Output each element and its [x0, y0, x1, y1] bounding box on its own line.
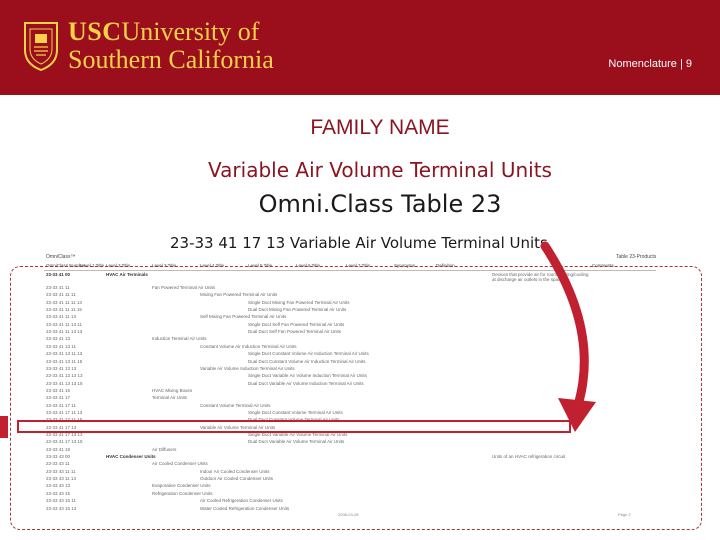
cell-title: Dual Duct Constant Volume Air Induction Terminal Air Units	[248, 358, 366, 364]
cell-title: Water Cooled Refrigeration Condenser Units	[200, 505, 290, 511]
cell-number: 23-33 41 15	[46, 387, 71, 393]
cell-title: Single Duct Variable Air Volume Terminal Air Units	[248, 432, 348, 437]
cell-number: 23-33 41 11 11 15	[46, 307, 82, 313]
cell-number: 23-33 43 15	[46, 490, 71, 496]
dashed-outline	[10, 266, 702, 530]
cell-title: Outdoor Air Cooled Condenser Units	[200, 476, 274, 482]
cell-title: Evaporative Condenser Units	[152, 483, 211, 489]
table-column-header: Level 5 Title	[248, 263, 273, 268]
table-title: Omni.Class Table 23	[258, 190, 502, 218]
cell-number: 23-33 41 13 11 15	[46, 358, 83, 364]
highlight-tab	[0, 416, 8, 438]
cell-number: 23-33 41 17 11	[46, 402, 76, 408]
cell-number: 23-33 41 13 11	[46, 343, 76, 349]
footer-page: Page 2	[618, 512, 631, 517]
cell-title: Single Duct Self Fan Powered Terminal Air Units	[248, 321, 345, 327]
logo-usc: USC	[68, 17, 122, 46]
cell-number: 23-33 43 13	[46, 483, 71, 489]
cell-title: HVAC Condenser Units	[106, 454, 156, 460]
cell-number: 23-33 41 13 13	[46, 365, 77, 371]
cell-title: Induction Terminal Air Units	[152, 336, 207, 342]
cell-title: Variable Air Volume Terminal Air Units	[200, 424, 276, 430]
cell-title: Fan Powered Terminal Air Units	[152, 285, 215, 290]
cell-title: Constant Volume Terminal Air Units	[200, 402, 271, 408]
cell-number: 23-33 43 00	[46, 454, 71, 460]
header-banner	[0, 0, 720, 95]
cell-title: Air Cooled Refrigeration Condenser Units	[200, 498, 283, 504]
cell-title: Air Cooled Condenser Units	[152, 461, 208, 467]
cell-title: Single Duct Variable Air Volume Induction Terminal Air Units	[248, 373, 367, 379]
cell-title: HVAC Mixing Boxes	[152, 387, 193, 393]
cell-number: 23-33 41 17 13	[46, 424, 77, 430]
table-column-header: OmniClass Number	[46, 263, 86, 268]
table-column-header: Level 1 Title	[80, 263, 105, 268]
subtitle: Variable Air Volume Terminal Units	[208, 158, 552, 182]
cell-title: Single Duct Mixing Fan Powered Terminal Air Units	[248, 299, 350, 305]
cell-title: Constant Volume Air Induction Terminal Air Units	[200, 343, 297, 349]
cell-title: Single Duct Constant Volume Air Induction Terminal Air Units	[248, 351, 369, 357]
cell-title: Indoor Air Cooled Condenser Units	[200, 468, 270, 474]
cell-number: 23-33 41 13 13 13	[46, 373, 83, 379]
table-column-header: Comments	[592, 263, 614, 268]
logo-southern-california: Southern California	[68, 45, 274, 74]
table-column-header: Level 2 Title	[106, 263, 131, 268]
page-label: Nomenclature | 9	[608, 58, 692, 70]
cell-number: 23-33 41 11 13 11	[46, 321, 82, 327]
cell-title: Air Diffusers	[152, 446, 177, 452]
cell-number: 23-33 41 17 11 13	[46, 409, 83, 415]
cell-title: Terminal Air Units	[152, 395, 188, 401]
table-column-header: Level 7 Title	[346, 263, 371, 268]
cell-number: 23-33 43 15 11	[46, 498, 76, 504]
cell-number: 23-33 41 17 13 15	[46, 439, 83, 445]
cell-number: 23-33 41 13 11 13	[46, 351, 83, 357]
cell-definition: Devices that provide air for room heating/cooling at discharge air outlets in the space	[492, 272, 589, 282]
cell-number: 23-33 41 11	[46, 285, 70, 290]
code-line: 23-33 41 17 13 Variable Air Volume Terminal Units	[170, 234, 548, 252]
cell-number: 23-33 41 11 11 13	[46, 299, 82, 305]
cell-title: Dual Duct Variable Air Volume Induction Terminal Air Units	[248, 380, 364, 386]
cell-number: 23-33 41 00	[46, 272, 71, 277]
table-column-header: Synonyms	[394, 263, 416, 268]
usc-logo	[22, 18, 274, 74]
cell-number: 23-33 41 17	[46, 395, 71, 401]
cell-number: 23-33 41 13	[46, 336, 71, 342]
cell-number: 23-33 43 11 13	[46, 476, 76, 482]
table-column-header: Level 3 Title	[152, 263, 177, 268]
cell-title: Dual Duct Constant Volume Terminal Air Units	[248, 417, 340, 423]
footer-date: 2006-03-28	[338, 512, 359, 517]
table-column-header: Level 6 Title	[296, 263, 321, 268]
cell-number: 23-33 41 11 13	[46, 314, 76, 320]
cell-number: 23-33 41 19	[46, 446, 71, 452]
cell-number: 23-33 43 15 13	[46, 505, 77, 511]
cell-number: 23-33 41 13 13 15	[46, 380, 83, 386]
cell-number: 23-33 41 11 11	[46, 292, 76, 298]
highlighted-row-outline	[17, 420, 571, 433]
cell-title: Dual Duct Variable Air Volume Terminal Air Units	[248, 439, 345, 445]
family-name-heading: FAMILY NAME	[310, 116, 450, 139]
table-column-header: Definition	[436, 263, 455, 268]
cell-number: 23-33 41 11 13 13	[46, 329, 83, 335]
cell-title: Self Mixing Fan Powered Terminal Air Units	[200, 314, 287, 320]
omniclass-label: OmniClass™	[46, 254, 76, 260]
table-right-label: Table 23-Products	[616, 254, 657, 260]
cell-title: Mixing Fan Powered Terminal Air Units	[200, 292, 278, 298]
cell-number: 23-33 43 11 11	[46, 468, 76, 474]
cell-title: Variable Air Volume Induction Terminal Air Units	[200, 365, 295, 371]
cell-number: 23-33 41 17 13 13	[46, 432, 83, 437]
cell-number: 23-33 41 17 11 15	[46, 417, 83, 423]
cell-title: Refrigeration Condenser Units	[152, 490, 213, 496]
cell-title: HVAC Air Terminals	[106, 272, 148, 277]
table-column-header: Level 4 Title	[200, 263, 225, 268]
cell-title: Dual Duct Mixing Fan Powered Terminal Air Units	[248, 307, 347, 313]
cell-definition: Units of an HVAC refrigeration circuit	[492, 454, 566, 460]
logo-university: University of	[121, 17, 260, 46]
cell-number: 23-33 43 11	[46, 461, 70, 467]
usc-seal-icon	[22, 20, 60, 72]
cell-title: Single Duct Constant Volume Terminal Air Units	[248, 409, 343, 415]
cell-title: Dual Duct Self Fan Powered Terminal Air Units	[248, 329, 341, 335]
